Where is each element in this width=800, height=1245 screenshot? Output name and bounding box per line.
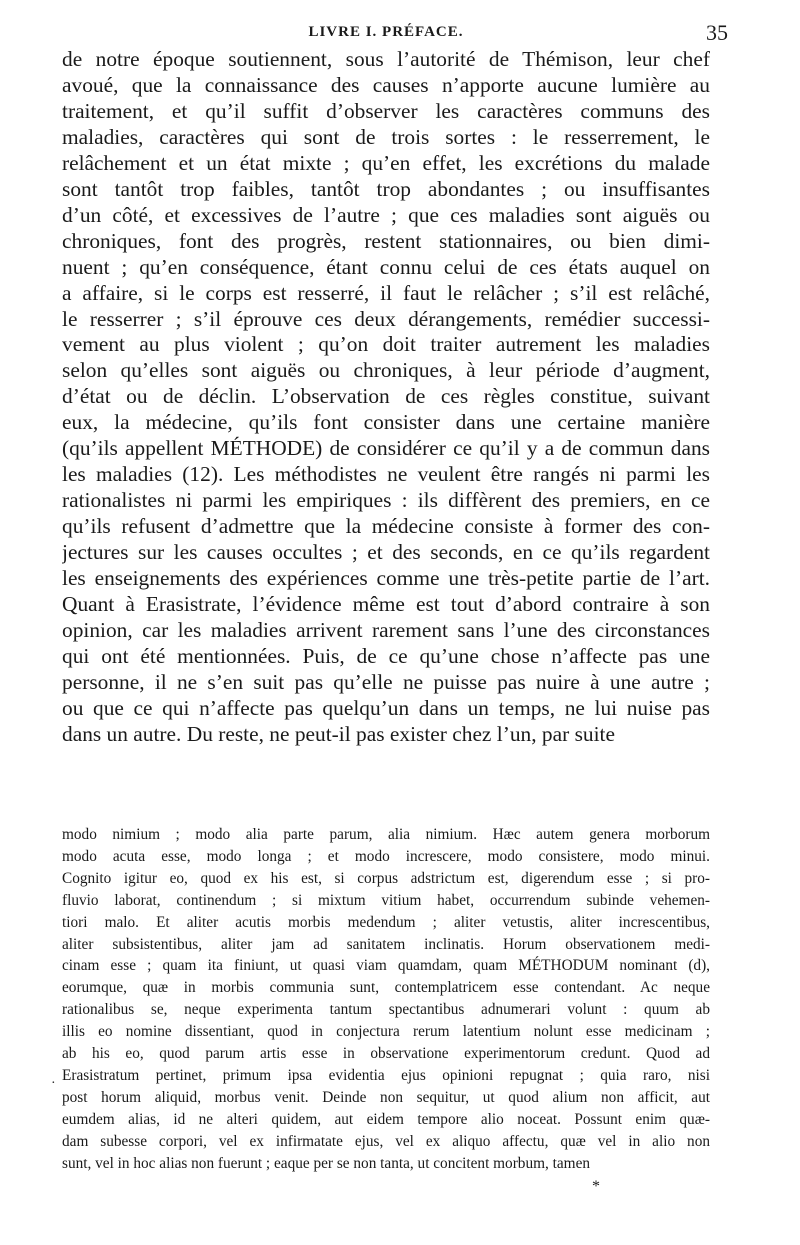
running-title: LIVRE I. PRÉFACE. xyxy=(308,24,464,40)
text-line: (qu’ils appellent MÉTHODE) de considérer ce qu’il y a de commun dans xyxy=(62,436,710,461)
text-line: les enseignements des expériences comme une très-petite partie de l’art. xyxy=(62,566,710,591)
text-line: opinion, car les maladies arrivent rarement sans l’une des circonstances xyxy=(62,617,710,642)
text-line: qui ont été mentionnées. Puis, de ce qu’une chose n’affecte pas une xyxy=(62,643,710,668)
text-line: le resserrer ; s’il éprouve ces deux dérangements, remédier successi- xyxy=(62,306,710,331)
text-line: chroniques, font des progrès, restent stationnaires, ou bien dimi- xyxy=(62,228,710,253)
text-line: dans un autre. Du reste, ne peut-il pas exister chez l’un, par suite xyxy=(62,721,615,746)
note-line: aliter subsistentibus, aliter jam ad sanitatem inclinatis. Horum observationem medi- xyxy=(62,935,710,953)
note-line: eorumque, quæ in morbis communia sunt, contemplatricem esse contendant. Ac neque xyxy=(62,979,710,997)
text-line: selon qu’elles sont aiguës ou chroniques, à leur période d’augment, xyxy=(62,358,710,383)
text-line: d’un côté, et excessives de l’autre ; que ces maladies sont aiguës ou xyxy=(62,202,710,227)
note-line: Cognito igitur eo, quod ex his est, si corpus adstrictum est, digerendum esse ; si pro- xyxy=(62,869,710,887)
text-line: Quant à Erasistrate, l’évidence même est tout d’abord contraire à son xyxy=(62,592,710,617)
text-line: de notre époque soutiennent, sous l’autorité de Thémison, leur chef xyxy=(62,47,710,71)
text-line: sont tantôt trop faibles, tantôt trop abondantes ; ou insuffisantes xyxy=(62,176,710,201)
text-line: eux, la médecine, qu’ils font consister dans une certaine manière xyxy=(62,410,710,435)
note-line: Erasistratum pertinet, primum ipsa evidentia ejus opinioni repugnat ; quia raro, nisi xyxy=(62,1066,710,1084)
margin-dot: · xyxy=(51,1076,56,1091)
text-line: ou que ce qui n’affecte pas quelqu’un dans un temps, ne lui nuise pas xyxy=(62,695,710,720)
note-line: modo acuta esse, modo longa ; et modo increscere, modo consistere, modo minui. xyxy=(62,847,710,865)
text-line: les maladies (12). Les méthodistes ne veulent être rangés ni parmi les xyxy=(62,462,710,487)
note-line: ab his eo, quod parum artis esse in observatione experimentorum credunt. Quod ad xyxy=(62,1045,710,1063)
text-line: rationalistes ni parmi les empiriques : ils diffèrent des premiers, en ce xyxy=(62,488,710,513)
page-number: 35 xyxy=(706,20,728,45)
note-line: tiori malo. Et aliter acutis morbis medendum ; aliter vetustis, aliter increscentibus, xyxy=(62,913,710,931)
signature-mark: * xyxy=(592,1178,600,1195)
text-line: avoué, que la connaissance des causes n’apporte aucune lumière au xyxy=(62,72,710,97)
note-line: cinam esse ; quam ita finiunt, ut quasi viam quamdam, quam MÉTHODUM nominant (d), xyxy=(62,957,710,975)
footnote-latin xyxy=(62,824,710,1175)
text-line: traitement, et qu’il suffit d’observer les caractères communs des xyxy=(62,98,710,123)
text-line: nuent ; qu’en conséquence, étant connu celui de ces états auquel on xyxy=(62,254,710,279)
text-line: vement au plus violent ; qu’on doit traiter autrement les maladies xyxy=(62,332,710,357)
text-line: qu’ils refusent d’admettre que la médecine consiste à former des con- xyxy=(62,514,710,539)
note-line: post horum aliquid, morbus venit. Deinde non sequitur, ut quod alium non afficit, aut xyxy=(62,1088,710,1106)
text-line: maladies, caractères qui sont de trois sortes : le resserrement, le xyxy=(62,124,710,149)
text-line: relâchement et un état mixte ; qu’en effet, les excrétions du malade xyxy=(62,150,710,175)
note-line: dam subesse corpori, vel ex infirmatate ejus, vel ex aliquo affectu, quæ vel in alio non xyxy=(62,1132,710,1150)
text-line: a affaire, si le corps est resserré, il faut le relâcher ; s’il est relâché, xyxy=(62,280,710,305)
note-line: eumdem alias, id ne alteri quidem, aut eidem tempore alio noceat. Possunt enim quæ- xyxy=(62,1110,710,1128)
text-line: personne, il ne s’en suit pas qu’elle ne puisse pas nuire à une autre ; xyxy=(62,669,710,694)
note-line: rationalibus se, neque experimenta tantum spectantibus adnumerari volunt : quum ab xyxy=(62,1001,710,1019)
note-line: fluvio laborat, continendum ; si mixtum vitium habet, occurrendum subinde vehemen- xyxy=(62,891,710,909)
text-line: jectures sur les causes occultes ; et des seconds, en ce qu’ils regardent xyxy=(62,540,710,565)
main-text-french xyxy=(62,47,710,748)
text-line: d’état ou de déclin. L’observation de ces règles constitue, suivant xyxy=(62,384,710,409)
note-line: sunt, vel in hoc alias non fuerunt ; eaque per se non tanta, ut concitent morbum, tamen xyxy=(62,1154,591,1172)
note-line: illis eo nomine dissentiant, quod in conjectura rerum latentium nolunt esse medicinam ; xyxy=(62,1023,710,1041)
note-line: modo nimium ; modo alia parte parum, alia nimium. Hæc autem genera morborum xyxy=(62,826,710,843)
